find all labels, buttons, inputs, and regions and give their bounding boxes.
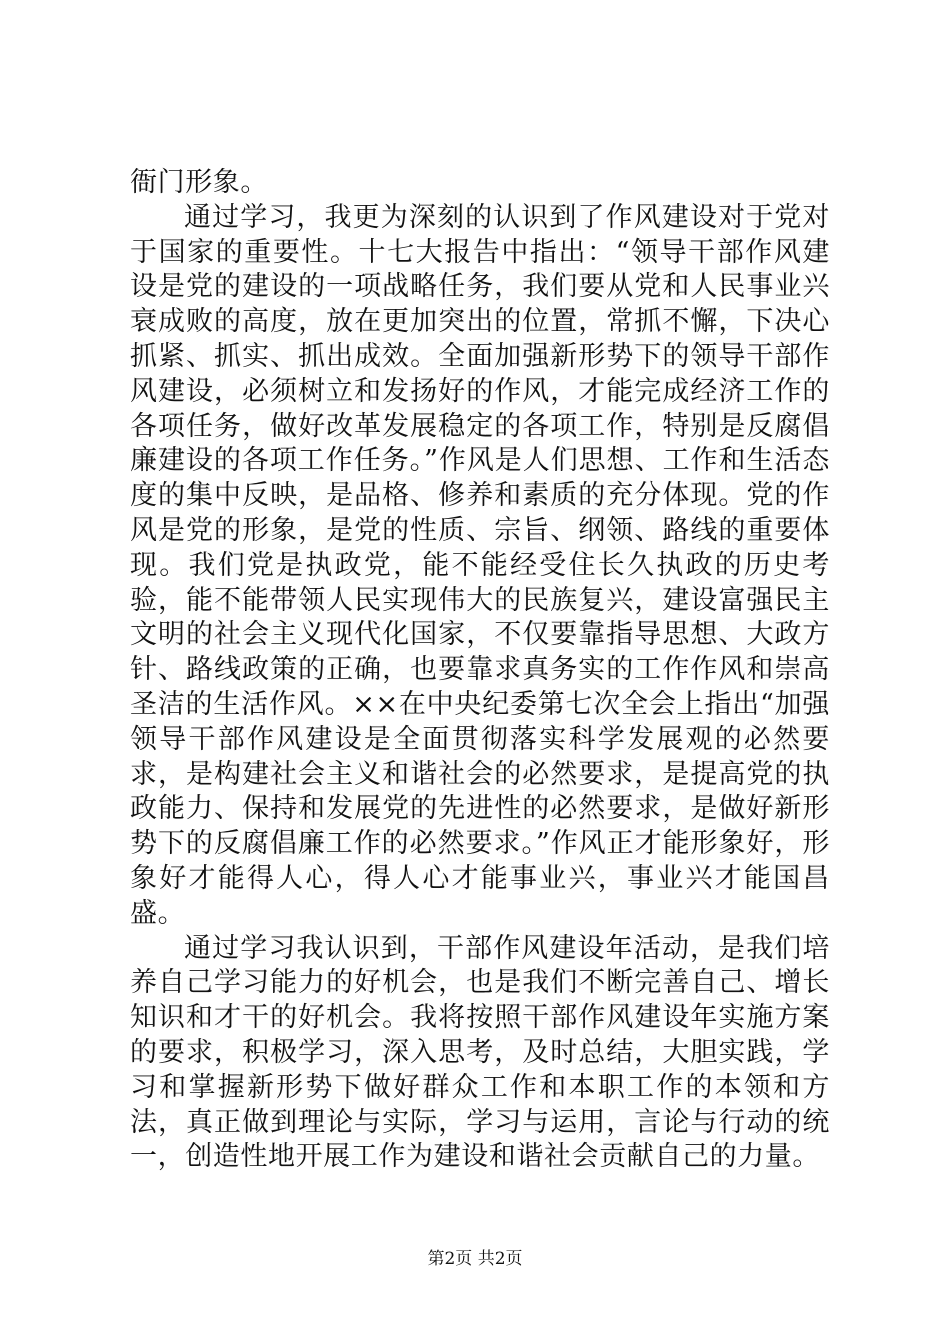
document-body <box>130 166 830 1175</box>
paragraph-learning-opportunity: 通过学习我认识到，干部作风建设年活动，是我们培养自己学习能力的好机会，也是我们不断完善自己、增长知识和才干的好机会。我将按照干部作风建设年实施方案的要求，积极学习，深入思考，及时总结，大胆实践，学习和掌握新形势下做好群众工作和本职工作的本领和方法，真正做到理论与实际，学习与运用，言论与行动的统一，创造性地开展工作为建设和谐社会贡献自己的力量。 <box>130 932 830 1173</box>
paragraph-continuation: 衙门形象。 <box>130 167 268 198</box>
page-number-footer: 第2页 共2页 <box>427 1249 523 1269</box>
paragraph-style-importance: 通过学习，我更为深刻的认识到了作风建设对于党对于国家的重要性。十七大报告中指出：“领导干部作风建设是党的建设的一项战略任务，我们要从党和人民事业兴衰成败的高度，放在更加突出的位置，常抓不懈，下决心抓紧、抓实、抓出成效。全面加强新形势下的领导干部作风建设，必须树立和发扬好的作风，才能完成经济工作的各项任务，做好改革发展稳定的各项工作，特别是反腐倡廉建设的各项工作任务。”作风是人们思想、工作和生活态度的集中反映，是品格、修养和素质的充分体现。党的作风是党的形象，是党的性质、宗旨、纲领、路线的重要体现。我们党是执政党，能不能经受住长久执政的历史考验，能不能带领人民实现伟大的民族复兴，建设富强民主文明的社会主义现代化国家，不仅要靠指导思想、大政方针、路线政策的正确，也要靠求真务实的工作作风和崇高圣洁的生活作风。××在中央纪委第七次全会上指出“加强领导干部作风建设是全面贯彻落实科学发展观的必然要求，是构建社会主义和谐社会的必然要求，是提高党的执政能力、保持和发展党的先进性的必然要求，是做好新形势下的反腐倡廉工作的必然要求。”作风正才能形象好，形象好才能得人心，得人心才能事业兴，事业兴才能国昌盛。 <box>130 201 830 929</box>
